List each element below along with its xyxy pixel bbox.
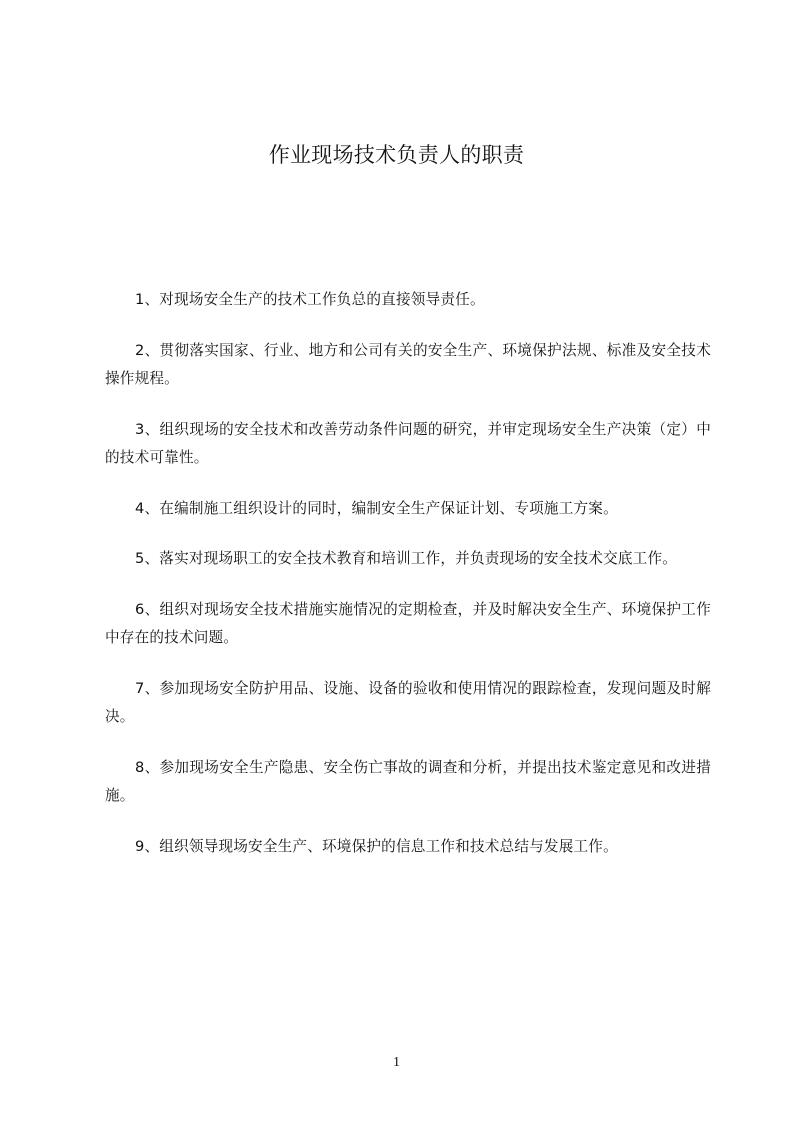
responsibility-item-9: 9、组织领导现场安全生产、环境保护的信息工作和技术总结与发展工作。: [135, 837, 618, 855]
responsibility-item-1: 1、对现场安全生产的技术工作负总的直接领导责任。: [135, 291, 485, 308]
page-title: 作业现场技术负责人的职责: [268, 143, 525, 167]
responsibility-item-6: 6、组织对现场安全技术措施实施情况的定期检查，并及时解决安全生产、环境保护工作中存在的技术问题。: [105, 600, 711, 646]
responsibility-item-7: 7、参加现场安全防护用品、设施、设备的验收和使用情况的跟踪检查，发现问题及时解决。: [105, 679, 711, 725]
responsibility-item-3: 3、组织现场的安全技术和改善劳动条件问题的研究，并审定现场安全生产决策（定）中的技术可靠性。: [105, 420, 711, 466]
page-number: 1: [393, 1055, 400, 1070]
responsibility-item-5: 5、落实对现场职工的安全技术教育和培训工作，并负责现场的安全技术交底工作。: [135, 550, 678, 567]
responsibility-item-4: 4、在编制施工组织设计的同时，编制安全生产保证计划、专项施工方案。: [135, 499, 618, 517]
responsibility-list: [105, 286, 711, 861]
responsibility-item-8: 8、参加现场安全生产隐患、安全伤亡事故的调查和分析，并提出技术鉴定意见和改进措施。: [105, 758, 711, 804]
responsibility-item-2: 2、贯彻落实国家、行业、地方和公司有关的安全生产、环境保护法规、标准及安全技术操作规程。: [105, 341, 711, 387]
